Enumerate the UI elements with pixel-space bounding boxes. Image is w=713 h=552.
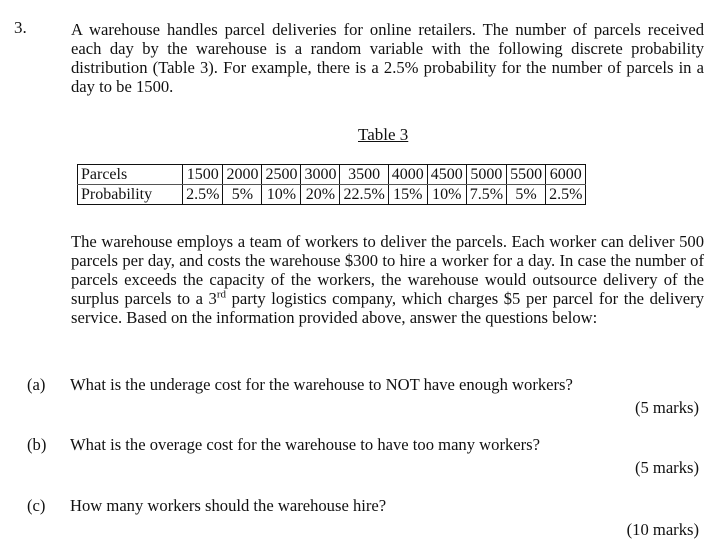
question-body [71,232,704,327]
part-b-text: What is the overage cost for the warehouse to have too many workers? [70,435,540,454]
parcels-cell: 3000 [301,165,340,185]
body-text-after: party logistics company, which charges $5 per parcel for the delivery service. Based on the information provided above, answer the questions below: [71,289,704,327]
probability-row [78,185,586,205]
part-c-marks: (10 marks) [626,520,699,539]
row-label-parcels: Parcels [78,165,183,185]
probability-table [77,164,586,205]
probability-cell: 2.5% [183,185,223,205]
part-a-text: What is the underage cost for the warehouse to NOT have enough workers? [70,375,573,394]
probability-cell: 10% [427,185,466,205]
part-b-marks: (5 marks) [634,458,699,477]
part-b-label: (b) [27,435,47,454]
parcels-cell: 5500 [507,165,546,185]
parcels-cell: 2500 [262,165,301,185]
question-intro: A warehouse handles parcel deliveries for online retailers. The number of parcels received each day by the warehouse is a random variable with the following discrete probability distribution (Table 3). For example, there is a 2.5% probability for the number of parcels in a day to be 1500. [71,20,704,96]
parcels-row [78,165,586,185]
part-a-marks: (5 marks) [634,398,699,417]
probability-cell: 7.5% [466,185,506,205]
body-text-before: The warehouse employs a team of workers to deliver the parcels. Each worker can deliver 500 parcels per day, and costs the warehouse $300 to hire a worker for a day. In case the number of parcels exceeds the capacity of the workers, the warehouse would outsource delivery of the surplus parcels to a 3 [71,232,704,308]
probability-cell: 10% [262,185,301,205]
parcels-cell: 1500 [183,165,223,185]
probability-cell: 2.5% [546,185,586,205]
probability-cell: 15% [388,185,427,205]
question-number: 3. [14,18,27,37]
probability-cell: 5% [507,185,546,205]
part-c-label: (c) [27,496,46,515]
probability-cell: 20% [301,185,340,205]
probability-cell: 5% [223,185,262,205]
table-title: Table 3 [358,125,409,144]
ordinal-superscript: rd [216,288,227,301]
parcels-cell: 6000 [546,165,586,185]
row-label-probability: Probability [78,185,183,205]
parcels-cell: 5000 [466,165,506,185]
probability-cell: 22.5% [340,185,388,205]
parcels-cell: 4500 [427,165,466,185]
part-c-text: How many workers should the warehouse hire? [70,496,387,515]
parcels-cell: 4000 [388,165,427,185]
parcels-cell: 3500 [340,165,388,185]
parcels-cell: 2000 [223,165,262,185]
part-a-label: (a) [27,375,46,394]
